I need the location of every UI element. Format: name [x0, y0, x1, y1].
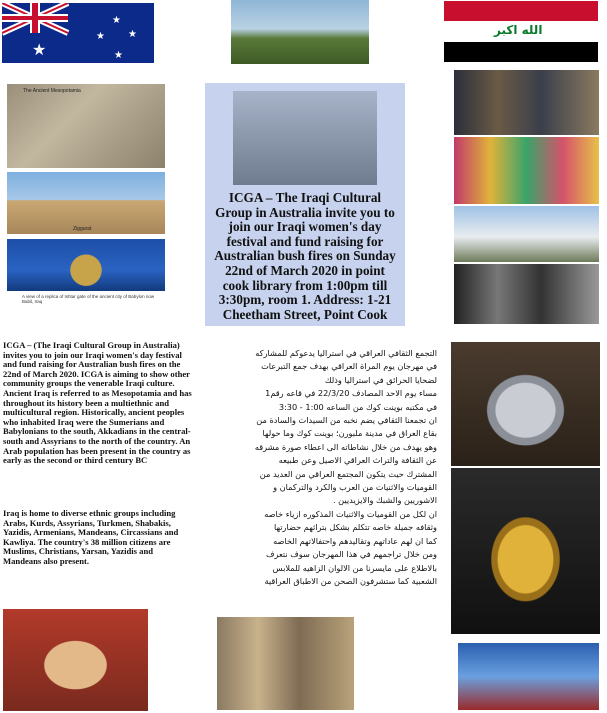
arabic-text-block — [212, 347, 437, 588]
arabic-line: في مكتبه بوينت كوك من الساعه 1:00 - 3:30 — [278, 401, 437, 412]
english-ethnic-groups-paragraph: Iraq is home to diverse ethnic groups including Arabs, Kurds, Assyrians, Turkmen, Shabakis, Yazidis, Armenians, Mandeans, Circassians and Kawliya. The country's 38 million citizens are Muslims, Christians, Yarsan, Yazidis and Mandeans also present. — [3, 508, 179, 566]
arabic-line: في مهرجان يوم المراة العراقي بهدف جمع التبرعات — [261, 361, 437, 372]
event-poster — [205, 83, 405, 326]
speaker-portrait — [233, 91, 377, 185]
arabic-line: ومن خلال تراجمهم في هذا المهرجان سوف نتعرف — [265, 549, 437, 560]
traditional-dance-photo — [454, 206, 599, 262]
english-intro-paragraph: ICGA – (The Iraqi Cultural Group in Australia) invites you to join our Iraqi women's day festival and fund raising for Australian bush fires on the 22nd of March 2020. ICGA is aiming to show other community groups the venerable Iraqi culture. Ancient Iraq is referred to as Mesopotamia and has throughout its history been a multiethnic and multicultural region. Historically, ancient peoples who inhabited Iraq were the Sumerians and Babylonians to the south, Akkadians in the central-south and Assyrians to the north of the country. An Arab population has been present in the country as early as the second or third century BC — [3, 340, 192, 466]
iraqi-flag — [444, 1, 598, 62]
ishtar-gate-caption: A view of a replica of Ishtar gate of the ancient city of Babylon now Babil, Iraq — [22, 294, 155, 304]
clay-oven-photo — [3, 609, 148, 711]
arabic-line: ان تجمعنا الثقافي يضم نخبه من السيدات والسادة من — [256, 415, 437, 426]
australian-flag-graphic — [2, 3, 154, 63]
ancient-mesopotamia-relief-photo — [7, 84, 165, 168]
svg-text:★: ★ — [32, 40, 47, 59]
traditional-dress-women-photo — [454, 137, 599, 204]
arabic-line: كما ان لهم عاداتهم وتقاليدهم واحتفالاتهم الخاصه — [273, 535, 437, 546]
svg-text:★: ★ — [128, 29, 137, 40]
arabic-line: مساء يوم الاحد المصادف 22/3/20 في قاعه رقم1 — [265, 388, 437, 399]
arabic-line: ان لكل من القوميات والاثنيات المذكوره ازياء خاصه — [264, 508, 437, 519]
svg-text:★: ★ — [114, 50, 123, 61]
samovar-photo — [451, 342, 600, 466]
svg-text:★: ★ — [96, 31, 105, 42]
ziggurat-label: Ziggurat — [73, 226, 92, 232]
iraqi-flag-black-band — [444, 42, 598, 62]
event-title: ICGA – The Iraqi Cultural Group in Australia invite you to join our Iraqi women's day festival and fund raising for Australian bush fires on Sunday 22nd of March 2020 in point cook library from 1:00pm till 3:30pm, room 1. Address: 1-21 Cheetham Street, Point Cook — [214, 190, 396, 322]
tea-glasses-photo — [458, 643, 599, 710]
iraqi-flag-takbir: الله اكبر — [494, 23, 543, 37]
dallah-coffee-pot-photo — [451, 468, 600, 634]
svg-text:★: ★ — [112, 15, 121, 26]
ziggurat-photo — [7, 172, 165, 234]
arabic-line: المشترك حيث يتكون المجتمع العراقي من العديد من — [259, 468, 437, 479]
relief-label: The Ancient Mesopotamia — [23, 88, 81, 94]
arabic-line: بقاع العراق في مدينة ملبورن؛ بوينت كوك وما حولها — [262, 428, 437, 439]
iraqi-flag-white-band — [444, 21, 598, 42]
arabic-line: وهو يهدف من خلال نشاطاته الى اعطاء صورة مشرقه — [254, 441, 437, 452]
palm-trees-photo — [231, 0, 369, 64]
arabic-line: بالاطلاع على مايسرنا من الالوان الزاهيه للملابس — [272, 562, 437, 573]
arabic-line: عن الثقافة والتراث العراقي الاصيل وعن طبيعه — [278, 455, 437, 466]
iraqi-flag-red-band — [444, 1, 598, 21]
arabic-line: التجمع الثقافي العراقي في استراليا يدعوكم للمشاركه — [255, 348, 437, 358]
traditional-dress-men-photo — [454, 70, 599, 135]
australian-flag — [2, 3, 154, 63]
arabic-line: القوميات والاثنيات من العرب والكرد والتركمان و — [273, 482, 437, 493]
arabic-line: لضحايا الحرائق في استراليا وذلك — [324, 374, 437, 385]
ancient-pottery-photo — [217, 617, 354, 710]
arabic-line: وثقافه جميلة خاصه تتكلم بشكل بتراثهم حضارتها — [274, 522, 437, 533]
arabic-line: الشعبية كما ستشرفون الصحن من الاطباق العراقية — [264, 575, 437, 586]
historic-women-photo — [454, 264, 599, 324]
arabic-line: الاشوريين والشبك والايزيديين . — [332, 495, 437, 506]
ishtar-gate-photo — [7, 239, 165, 291]
